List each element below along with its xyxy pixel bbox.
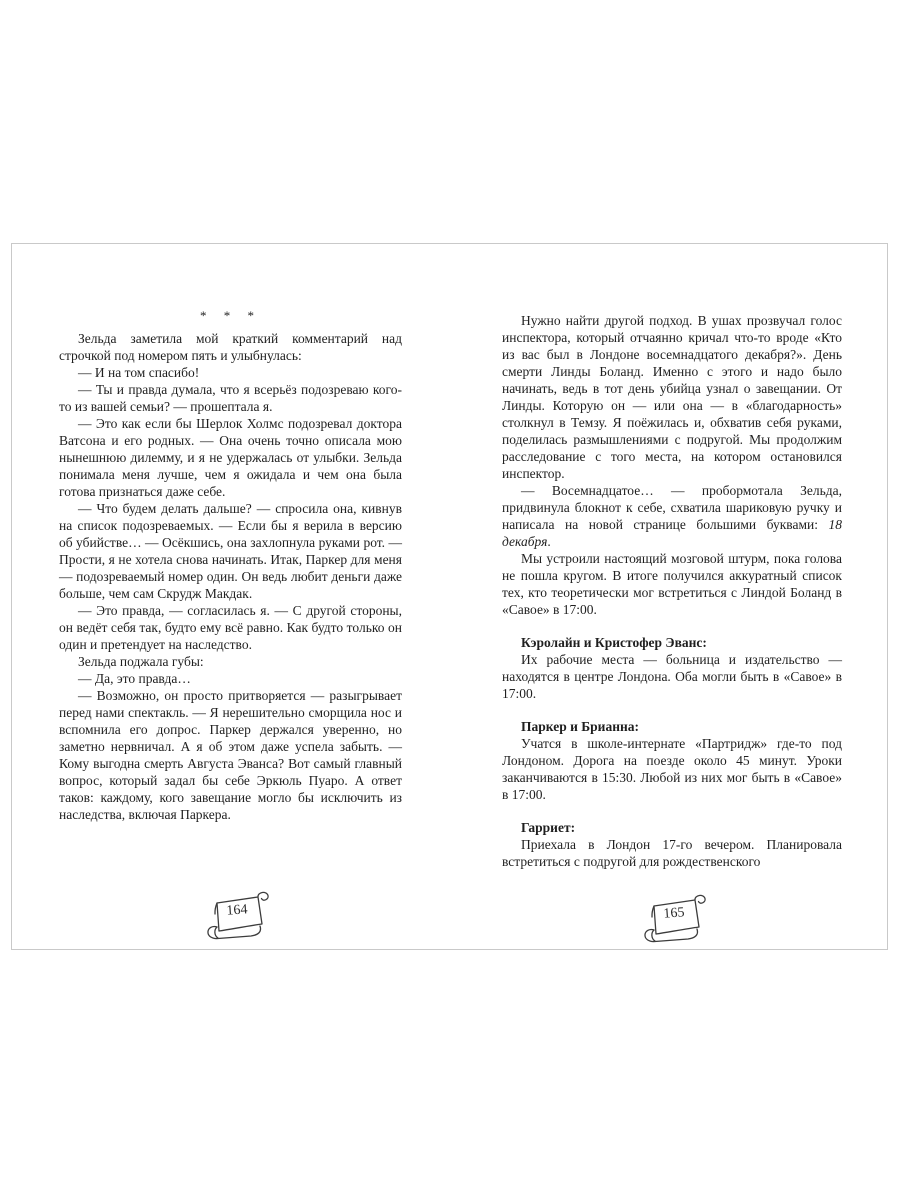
book-spread (11, 243, 888, 950)
text-run: Учатся в школе-интернате «Партридж» где-то под Лондоном. Дорога на поезде около 45 минут. Уроки заканчиваются в 15:30. Любой из них мог быть в «Савое» в 17:00. (502, 736, 842, 802)
paragraph (502, 651, 842, 702)
paragraph (59, 687, 402, 823)
paragraph (502, 312, 842, 482)
left-page-text-column (59, 307, 402, 823)
paragraph (59, 330, 402, 364)
paragraph (59, 415, 402, 500)
paragraph (502, 836, 842, 870)
text-run: — Да, это правда… (78, 671, 191, 686)
paragraph (59, 602, 402, 653)
text-run: Кэролайн и Кристофер Эванс: (521, 635, 707, 650)
section-header (502, 718, 842, 735)
section-header (502, 634, 842, 651)
text-run: — Восемнадцатое… — пробормотала Зельда, придвинула блокнот к себе, схватила шариковую ручку и написала на новой странице большими буквами: (502, 483, 842, 532)
text-run: Приехала в Лондон 17-го вечером. Планировала встретиться с подругой для рождественского (502, 837, 842, 869)
text-run: — Что будем делать дальше? — спросила она, кивнув на список подозреваемых. — Если бы я верила в версию об убийстве… — Осёкшись, она захлопнула руками рот. — Прости, я не хотела снова начинать. Итак, Паркер для меня — подозреваемый номер один. Он ведь любит деньги даже больше, чем сам Скрудж Макдак. (59, 501, 402, 601)
paragraph (59, 500, 402, 602)
paragraph (502, 735, 842, 803)
text-run: Их рабочие места — больница и издательство — находятся в центре Лондона. Оба могли быть в «Савое» в 17:00. (502, 652, 842, 701)
section-separator (59, 307, 402, 324)
text-run: Зельда поджала губы: (78, 654, 204, 669)
text-run: — Возможно, он просто притворяется — разыгрывает перед нами спектакль. — Я нерешительно сморщила нос и вспомнила его допрос. Паркер держался уверенно, но заметно нервничал. А я об этом даже успела забыть. — Кому выгодна смерть Августа Эванса? Вот самый главный вопрос, который задал бы себе Эркюль Пуаро. А ответ таков: каждому, кого завещание могло бы исключить из наследства, включая Паркера. (59, 688, 402, 822)
text-run: Гарриет: (521, 820, 576, 835)
paragraph (502, 550, 842, 618)
paragraph (59, 670, 402, 687)
page-number: 165 (662, 905, 685, 922)
text-run: * * * (200, 308, 261, 323)
paragraph (59, 653, 402, 670)
text-run: — И на том спасибо! (78, 365, 200, 380)
paragraph (59, 381, 402, 415)
paragraph (59, 364, 402, 381)
text-run: Нужно найти другой подход. В ушах прозвучал голос инспектора, который отчаянно кричал что-то вроде «Кто из вас был в Лондоне восемнадцатого декабря?». День смерти Линды Боланд. Именно с этого и надо было начинать, ведь в тот день убийца узнал о завещании. От Линды. Которую он — или она — в «благодарность» столкнул в Темзу. Я поёжилась и, обхватив себя руками, поделилась размышлениями с подругой. Мы продолжим расследование с того места, на котором остановился инспектор. (502, 313, 842, 481)
paragraph (502, 482, 842, 550)
text-run: . (547, 534, 551, 549)
page-number-scroll-left (204, 890, 270, 942)
text-run: — Это правда, — согласилась я. — С другой стороны, он ведёт себя так, будто ему всё равно. Как будто только он один и претендует на наследство. (59, 603, 402, 652)
text-run: — Ты и правда думала, что я всерьёз подозреваю кого-то из вашей семьи? — прошептала я. (59, 382, 402, 414)
text-run: Зельда заметила мой краткий комментарий над строчкой под номером пять и улыбнулась: (59, 331, 402, 363)
right-page-text-column (502, 312, 842, 870)
text-run: Паркер и Брианна: (521, 719, 639, 734)
italic-text-run: 18 декабря (502, 517, 842, 549)
page-number: 164 (225, 902, 248, 919)
text-run: — Это как если бы Шерлок Холмс подозревал доктора Ватсона и его родных. — Она очень точно описала мою нынешнюю дилемму, и я не удержалась от улыбки. Зельда понимала меня лучше, чем я ожидала и чем она была готова признаться даже себе. (59, 416, 402, 499)
page-number-scroll-right (641, 893, 707, 945)
section-header (502, 819, 842, 836)
text-run: Мы устроили настоящий мозговой штурм, пока голова не пошла кругом. В итоге получился аккуратный список тех, кто теоретически мог встретиться с Линдой Боланд в «Савое» в 17:00. (502, 551, 842, 617)
